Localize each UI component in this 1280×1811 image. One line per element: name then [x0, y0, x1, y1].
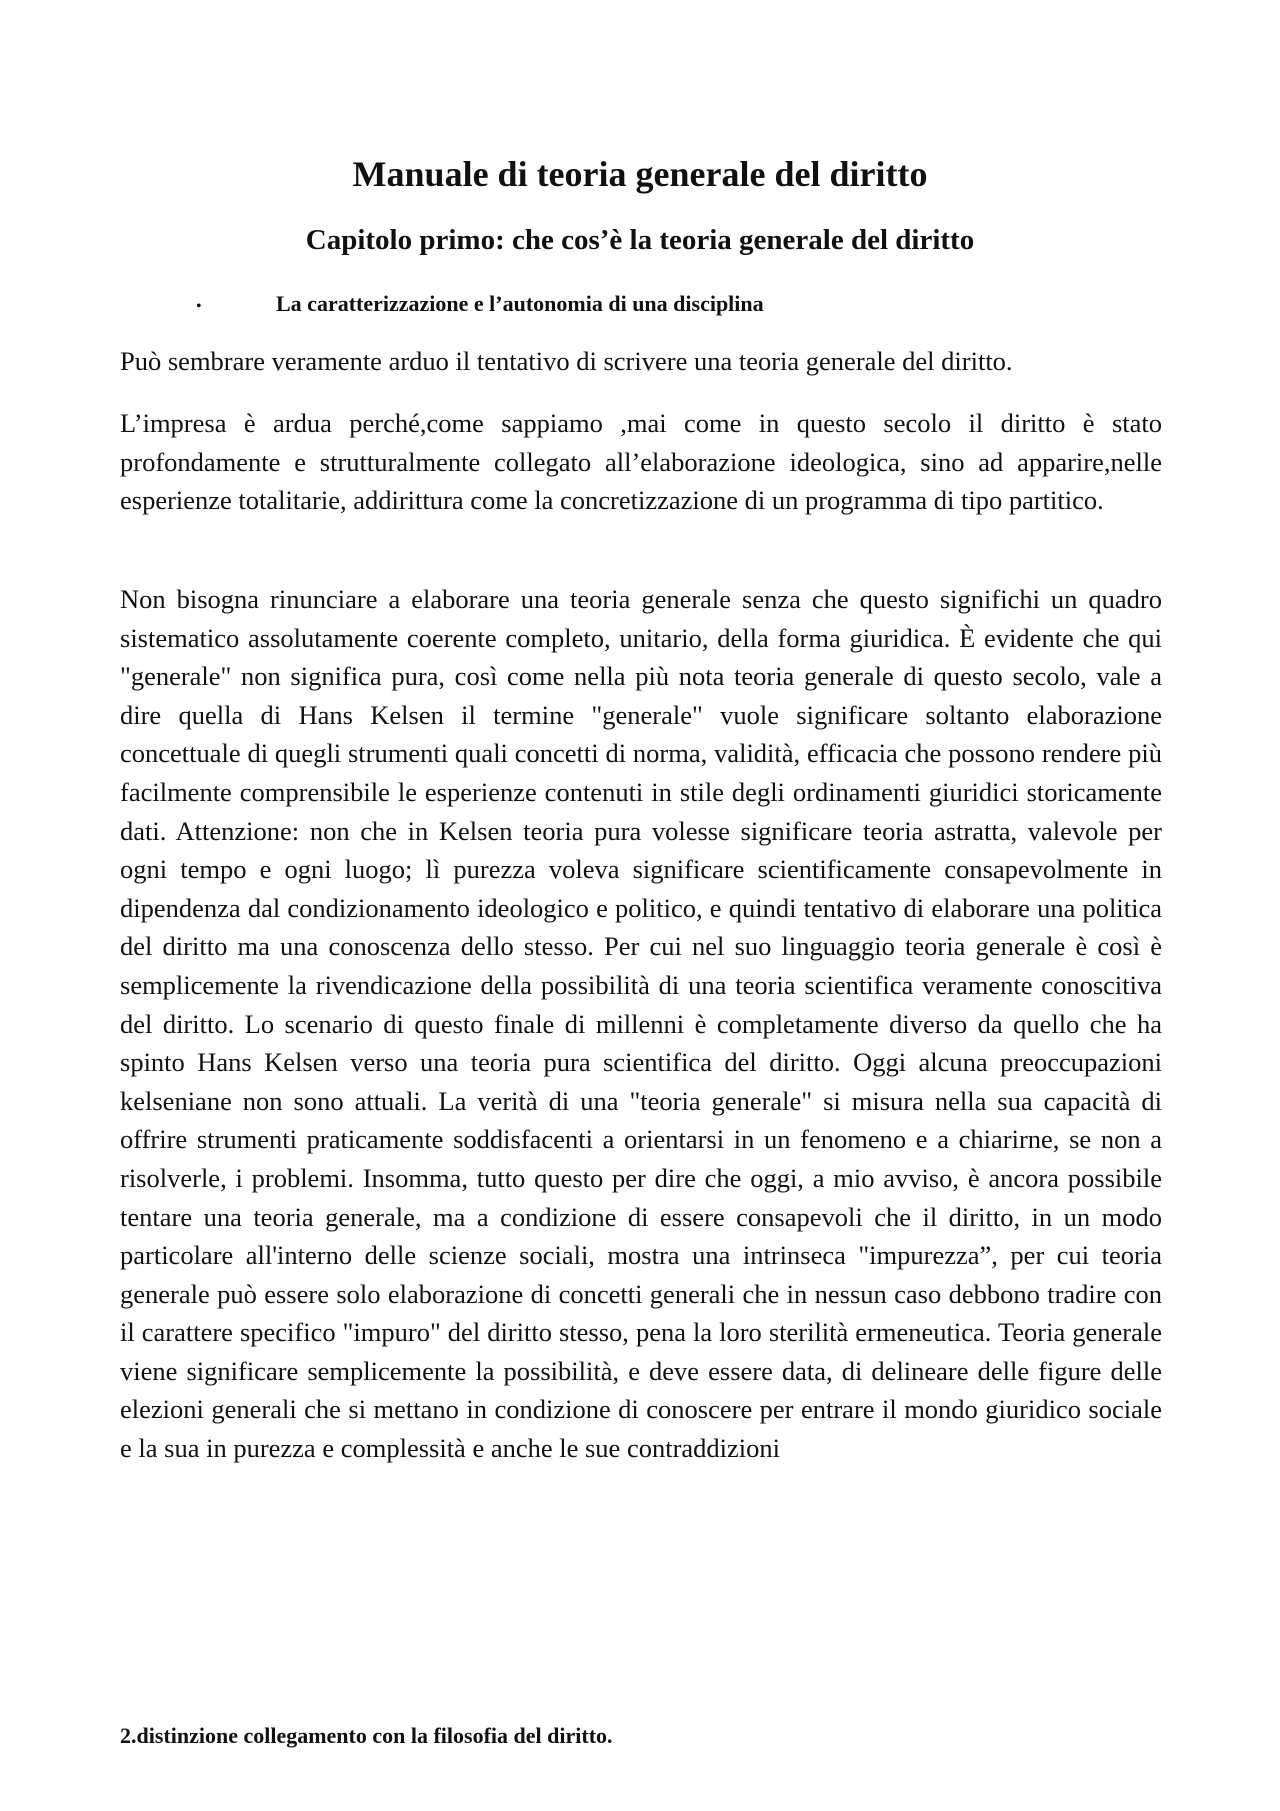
chapter-heading: Capitolo primo: che cos’è la teoria generale del diritto: [305, 224, 975, 256]
section-1-heading-text: La caratterizzazione e l’autonomia di una disciplina: [276, 291, 764, 316]
paragraph-1: Può sembrare veramente arduo il tentativo di scrivere una teoria generale del diritto.: [120, 346, 1013, 376]
paragraph-2: L’impresa è ardua perché,come sappiamo ,mai come in questo secolo il diritto è stato profondamente e strutturalmente collegato all’elaborazione ideologica, sino ad apparire,nelle esperienze totalitarie, addirittura come la concretizzazione di un programma di tipo partitico.: [120, 408, 1162, 516]
section-1-heading: [196, 290, 764, 321]
section-2-heading: 2.distinzione collegamento con la filosofia del diritto.: [120, 1723, 613, 1748]
paragraph-3: Non bisogna rinunciare a elaborare una teoria generale senza che questo significhi un quadro sistematico assolutamente coerente completo, unitario, della forma giuridica. È evidente che qui "generale" non significa pura, così come nella più nota teoria generale di questo secolo, vale a dire quella di Hans Kelsen il termine "generale" vuole significare soltanto elaborazione concettuale di quegli strumenti quali concetti di norma, validità, efficacia che possono rendere più facilmente comprensibile le esperienze contenuti in stile degli ordinamenti giuridici storicamente dati. Attenzione: non che in Kelsen teoria pura volesse significare teoria astratta, valevole per ogni tempo e ogni luogo; lì purezza voleva significare scientificamente consapevolmente in dipendenza dal condizionamento ideologico e politico, e quindi tentativo di elaborare una politica del diritto ma una conoscenza dello stesso. Per cui nel suo linguaggio teoria generale è così è semplicemente la rivendicazione della possibilità di una teoria scientifica veramente conoscitiva del diritto. Lo scenario di questo finale di millenni è completamente diverso da quello che ha spinto Hans Kelsen verso una teoria pura scientifica del diritto. Oggi alcuna preoccupazioni kelseniane non sono attuali. La verità di una "teoria generale" si misura nella sua capacità di offrire strumenti praticamente soddisfacenti a orientarsi in un fenomeno e a chiarirne, se non a risolverle, i problemi. Insomma, tutto questo per dire che oggi, a mio avviso, è ancora possibile tentare una teoria generale, ma a condizione di essere consapevoli che il diritto, in un modo particolare all'interno delle scienze sociali, mostra una intrinseca "impurezza”, per cui teoria generale può essere solo elaborazione di concetti generali che in nessun caso debbono tradire con il carattere specifico "impuro" del diritto stesso, pena la loro sterilità ermeneutica. Teoria generale viene significare semplicemente la possibilità, e deve essere data, di delineare delle figure delle elezioni generali che si mettano in condizione di conoscere per entrare il mondo giuridico sociale e la sua in purezza e complessità e anche le sue contraddizioni: [120, 584, 1162, 1464]
document-title: Manuale di teoria generale del diritto: [352, 154, 928, 194]
bullet-icon: •: [196, 298, 202, 315]
